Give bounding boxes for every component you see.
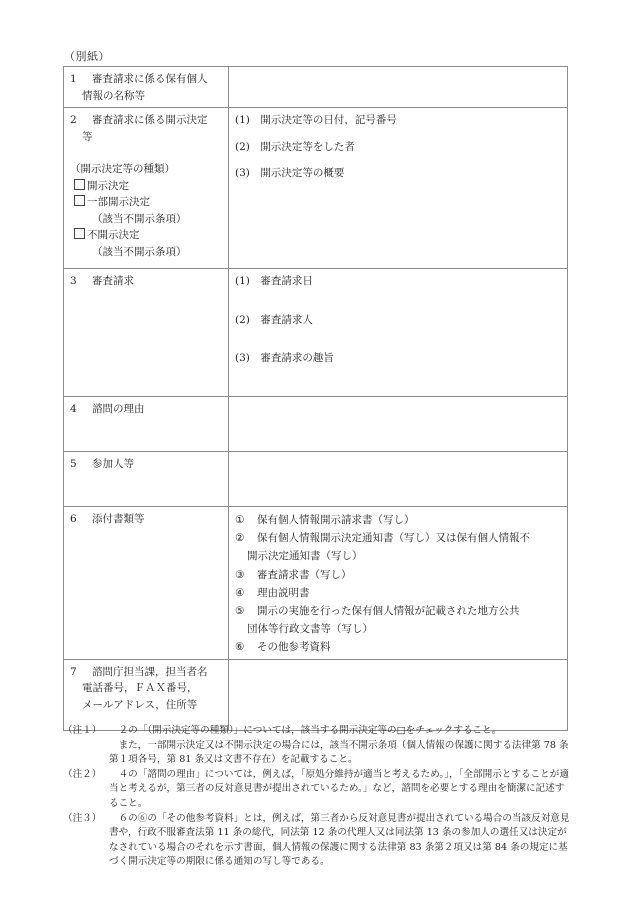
table-row-6 xyxy=(64,507,568,660)
attachment-text: 保有個人情報開示請求書（写し） xyxy=(257,514,415,526)
row-number: 5 xyxy=(70,458,77,470)
attachment-heading: （別紙） xyxy=(64,50,110,63)
row-5-label xyxy=(64,452,229,507)
attachment-item xyxy=(235,511,561,529)
row-7-label xyxy=(64,659,229,730)
attachment-text-cont: 開示決定通知書（写し） xyxy=(247,550,363,563)
table-row-3 xyxy=(64,269,568,397)
kind-label: 不開示決定 xyxy=(87,229,140,241)
row-label-line: 情報の名称等 xyxy=(82,89,145,102)
note-text: ６の⑥の「その他参考資料」とは，例えば，第三者から反対意見書が提出されている場合の当該反対意見書や，行政不服審査法第 11 条の総代，同法第 12 条の代理人又は同法第 13 条の参加人の選任又は決定がなされている場合のそれを示す書面，個人情報の保護に関する法律第 83 条第２項又は第 84 条の規定に基づく開示決定等の期限に係る通知の写し等である。 xyxy=(109,812,570,868)
note-text: また，一部開示決定又は不開示決定の場合には，該当不開示条項（個人情報の保護に関する法律第 78 条第１項各号，第 81 条又は文書不存在）を記載すること。 xyxy=(109,739,569,766)
checkbox-icon[interactable] xyxy=(74,195,85,206)
sub-item: (2) 審査請求人 xyxy=(235,313,313,326)
circled-number: ② xyxy=(235,532,245,545)
attachment-item xyxy=(235,638,561,656)
row-number: 3 xyxy=(70,275,77,287)
row-number: 4 xyxy=(70,403,77,415)
row-6-label xyxy=(64,507,229,660)
table-row-7 xyxy=(64,659,568,730)
note-label: （注１） xyxy=(63,725,102,736)
attachment-item xyxy=(235,529,561,547)
sub-item: (1) 審査請求日 xyxy=(235,275,313,287)
row-label-line: 等 xyxy=(82,130,93,143)
row-3-value-field[interactable] xyxy=(229,269,568,397)
referral-form-table xyxy=(63,66,568,731)
table-row-4 xyxy=(64,397,568,452)
row-3-label xyxy=(64,269,229,397)
footnotes xyxy=(63,724,573,870)
sub-item: (3) 開示決定等の概要 xyxy=(235,167,345,179)
row-label-line: 審査請求に係る開示決定 xyxy=(92,114,208,126)
decision-kinds-title: （開示決定等の種類） xyxy=(70,163,175,175)
sub-item: (3) 審査請求の趣旨 xyxy=(235,352,334,364)
attachment-text: 理由説明書 xyxy=(257,586,310,599)
row-2-value-field[interactable] xyxy=(229,108,568,269)
row-number: 2 xyxy=(70,114,77,126)
note-label: （注２） xyxy=(63,768,102,780)
row-label-line: 添付書類等 xyxy=(92,513,145,525)
row-2-label xyxy=(64,108,229,269)
row-label-line: 審査請求 xyxy=(92,275,134,287)
row-1-value-field[interactable] xyxy=(229,67,568,108)
row-label-line: 参加人等 xyxy=(92,458,134,470)
circled-number: ⑥ xyxy=(235,641,245,654)
circled-number: ④ xyxy=(235,586,245,599)
row-label-line: 諮問庁担当課，担当者名 xyxy=(92,665,208,678)
note-2 xyxy=(63,768,573,812)
note-text: ２の「（開示決定等の種類）」については，該当する開示決定等の□をチェックすること。 xyxy=(118,725,502,736)
row-7-value-field[interactable] xyxy=(229,659,568,730)
note-3 xyxy=(63,812,573,870)
kind-partial-disclosure[interactable] xyxy=(70,194,222,211)
row-number: 1 xyxy=(70,73,77,85)
checkbox-icon[interactable] xyxy=(74,179,85,190)
applicable-clause-label: （該当不開示条項） xyxy=(92,212,187,225)
row-1-label xyxy=(64,67,229,108)
attachment-item xyxy=(235,566,561,584)
row-4-label xyxy=(64,397,229,452)
note-text: ４の「諮問の理由」については，例えば，「原処分維持が適当と考えるため。」，「全部開示とすることが適当と考えるが，第三者の反対意見書が提出されているため。」など，諮問を必要とする理由を簡潔に記述すること。 xyxy=(109,768,569,809)
table-row-2 xyxy=(64,108,568,269)
note-label: （注３） xyxy=(63,812,102,824)
row-5-value-field[interactable] xyxy=(229,452,568,507)
sub-item: (2) 開示決定等をした者 xyxy=(235,140,355,153)
kind-non-disclosure[interactable] xyxy=(70,227,222,244)
attachment-text: 審査請求書（写し） xyxy=(257,568,352,581)
attachment-text: 保有個人情報開示決定通知書（写し）又は保有個人情報不 xyxy=(257,532,530,545)
attachment-text: 開示の実施を行った保有個人情報が記載された地方公共 xyxy=(257,605,520,618)
table-row-5 xyxy=(64,452,568,507)
row-label-line: 諮問の理由 xyxy=(92,403,145,415)
sub-item: (1) 開示決定等の日付，記号番号 xyxy=(235,114,397,126)
row-label-line: メールアドレス，住所等 xyxy=(82,698,198,711)
applicable-clause-label: （該当不開示条項） xyxy=(92,245,187,258)
row-6-attachments xyxy=(229,507,568,660)
table-row-1 xyxy=(64,67,568,108)
attachment-text-cont: 団体等行政文書等（写し） xyxy=(247,623,373,636)
row-number: 6 xyxy=(70,513,77,525)
row-4-value-field[interactable] xyxy=(229,397,568,452)
kind-label: 一部開示決定 xyxy=(87,196,150,208)
circled-number: ① xyxy=(235,514,245,526)
row-label-line: 審査請求に係る保有個人 xyxy=(92,73,208,85)
kind-label: 開示決定 xyxy=(87,179,129,192)
attachment-item xyxy=(235,602,561,620)
attachment-text: その他参考資料 xyxy=(257,641,331,654)
row-label-line: 電話番号，ＦＡＸ番号， xyxy=(82,682,198,695)
row-number: 7 xyxy=(70,665,77,678)
attachment-item xyxy=(235,584,561,602)
circled-number: ⑤ xyxy=(235,605,245,618)
circled-number: ③ xyxy=(235,568,245,581)
note-1 xyxy=(63,724,573,768)
kind-disclosure[interactable] xyxy=(70,178,222,195)
checkbox-icon[interactable] xyxy=(74,228,85,239)
